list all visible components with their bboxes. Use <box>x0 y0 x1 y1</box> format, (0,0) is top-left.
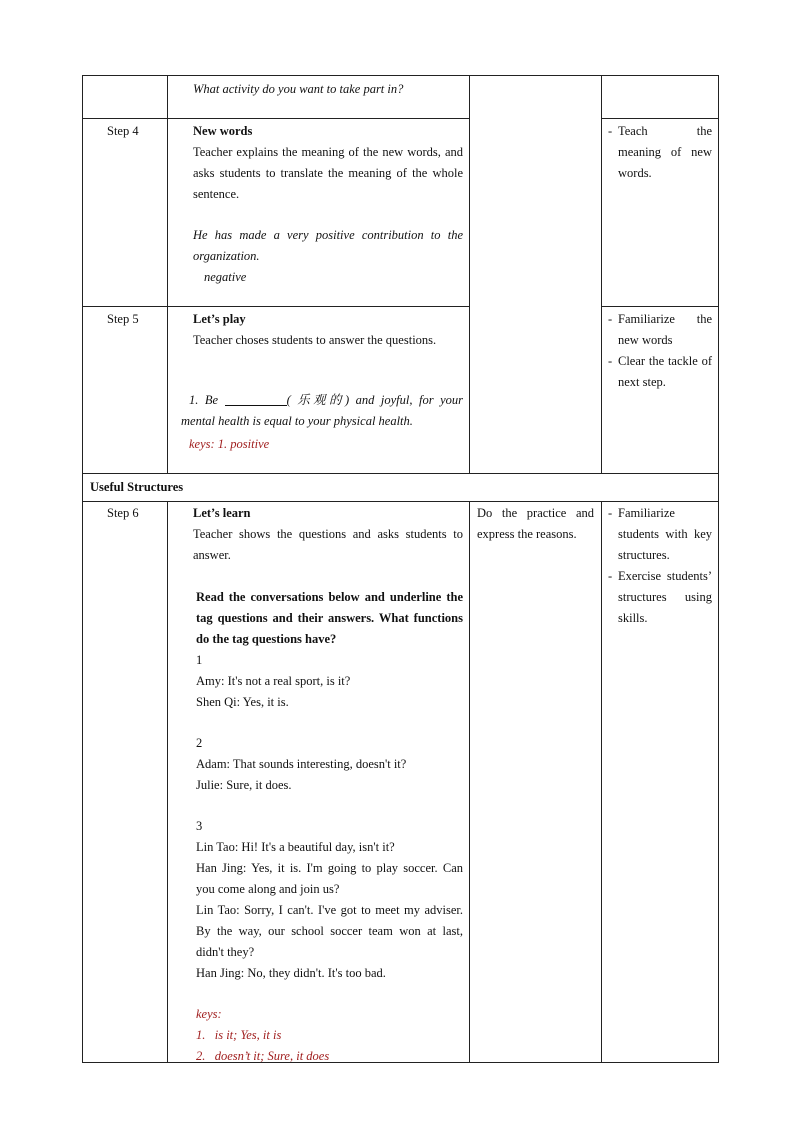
dialog-line: Shen Qi: Yes, it is. <box>196 695 289 709</box>
table-border-left <box>82 75 83 1063</box>
dialog-number: 1 <box>196 653 203 667</box>
step-4-example-sentence: He has made a very positive contribution to the organization. <box>193 228 463 263</box>
dialog-line: Han Jing: No, they didn't. It's too bad. <box>196 966 386 980</box>
col-divider-1 <box>167 501 168 1063</box>
step-4-description: Teacher explains the meaning of the new words, and asks students to translate the meaning of the whole sentence. <box>193 145 463 201</box>
keys-label: keys: <box>196 1007 222 1021</box>
key-answer: 2. doesn’t it; Sure, it does <box>196 1049 330 1063</box>
section-heading-useful-structures: Useful Structures <box>90 480 184 494</box>
col-divider-1 <box>167 75 168 473</box>
purpose-item: Exercise students’ structures using skills. <box>618 569 712 625</box>
dialog-line: Julie: Sure, it does. <box>196 778 292 792</box>
step-6-description: Teacher shows the questions and asks students to answer. <box>193 527 463 562</box>
step-4-title: New words <box>193 124 253 138</box>
step-6-label: Step 6 <box>107 506 139 520</box>
key-answer: 1. is it; Yes, it is <box>196 1028 282 1042</box>
step-4-label: Step 4 <box>107 124 139 138</box>
step-5-label: Step 5 <box>107 312 139 326</box>
dialog-number: 3 <box>196 819 203 833</box>
intro-question: What activity do you want to take part in? <box>193 82 404 96</box>
dialog-line: Adam: That sounds interesting, doesn't it? <box>196 757 407 771</box>
dialog-line: Lin Tao: Hi! It's a beautiful day, isn't it? <box>196 840 395 854</box>
col-divider-3 <box>601 501 602 1063</box>
dialog-number: 2 <box>196 736 203 750</box>
step-5-description: Teacher choses students to answer the questions. <box>193 333 437 347</box>
step-4-antonym: negative <box>204 270 247 284</box>
answer-blank <box>225 392 287 406</box>
row-divider <box>82 473 719 474</box>
purpose-item: Teach the meaning of new words. <box>618 124 712 180</box>
step-6-title: Let’s learn <box>193 506 251 520</box>
step-4-purpose: - Teach the meaning of new words. <box>608 121 712 184</box>
step-5-question <box>181 390 463 432</box>
question-hint: ( 乐观的) <box>286 393 350 407</box>
dialog-line: Lin Tao: Sorry, I can't. I've got to meet my adviser. By the way, our school soccer team won at last, didn't they? <box>196 903 463 959</box>
col-divider-2 <box>469 75 470 473</box>
question-rest: and joyful, for your mental health is equal to your physical health. <box>181 393 464 428</box>
row-divider <box>82 501 719 502</box>
step-5-title: Let’s play <box>193 312 246 326</box>
dialog-line: Amy: It's not a real sport, is it? <box>196 674 351 688</box>
row-divider <box>82 118 470 119</box>
exercise-instruction: Read the conversations below and underline the tag questions and their answers. What functions do the tag questions have? <box>196 590 463 646</box>
row-divider <box>82 306 470 307</box>
step-5-keys: keys: 1. positive <box>189 437 270 451</box>
purpose-item: Familiarize the new words <box>618 312 712 347</box>
step-5-purpose: - Familiarize the new words - Clear the tackle of next step. <box>608 309 712 393</box>
purpose-item: Familiarize students with key structures. <box>618 506 712 562</box>
step-6-exercise <box>196 587 463 1067</box>
row-divider <box>601 118 719 119</box>
row-divider <box>601 306 719 307</box>
step-6-purpose: - Familiarize students with key structures. - Exercise students’ structures using skills. <box>608 503 712 629</box>
step-6-student-activity: Do the practice and express the reasons. <box>477 506 594 541</box>
step-4-content <box>193 121 463 288</box>
step-5-content <box>193 309 463 351</box>
question-number: 1. Be <box>189 393 219 407</box>
purpose-item: Clear the tackle of next step. <box>618 354 712 389</box>
col-divider-2 <box>469 501 470 1063</box>
dialog-line: Han Jing: Yes, it is. I'm going to play soccer. Can you come along and join us? <box>196 861 463 896</box>
step-6-content <box>193 503 463 566</box>
table-border-right <box>718 75 719 1063</box>
table-border-top <box>82 75 719 76</box>
col-divider-3 <box>601 75 602 473</box>
